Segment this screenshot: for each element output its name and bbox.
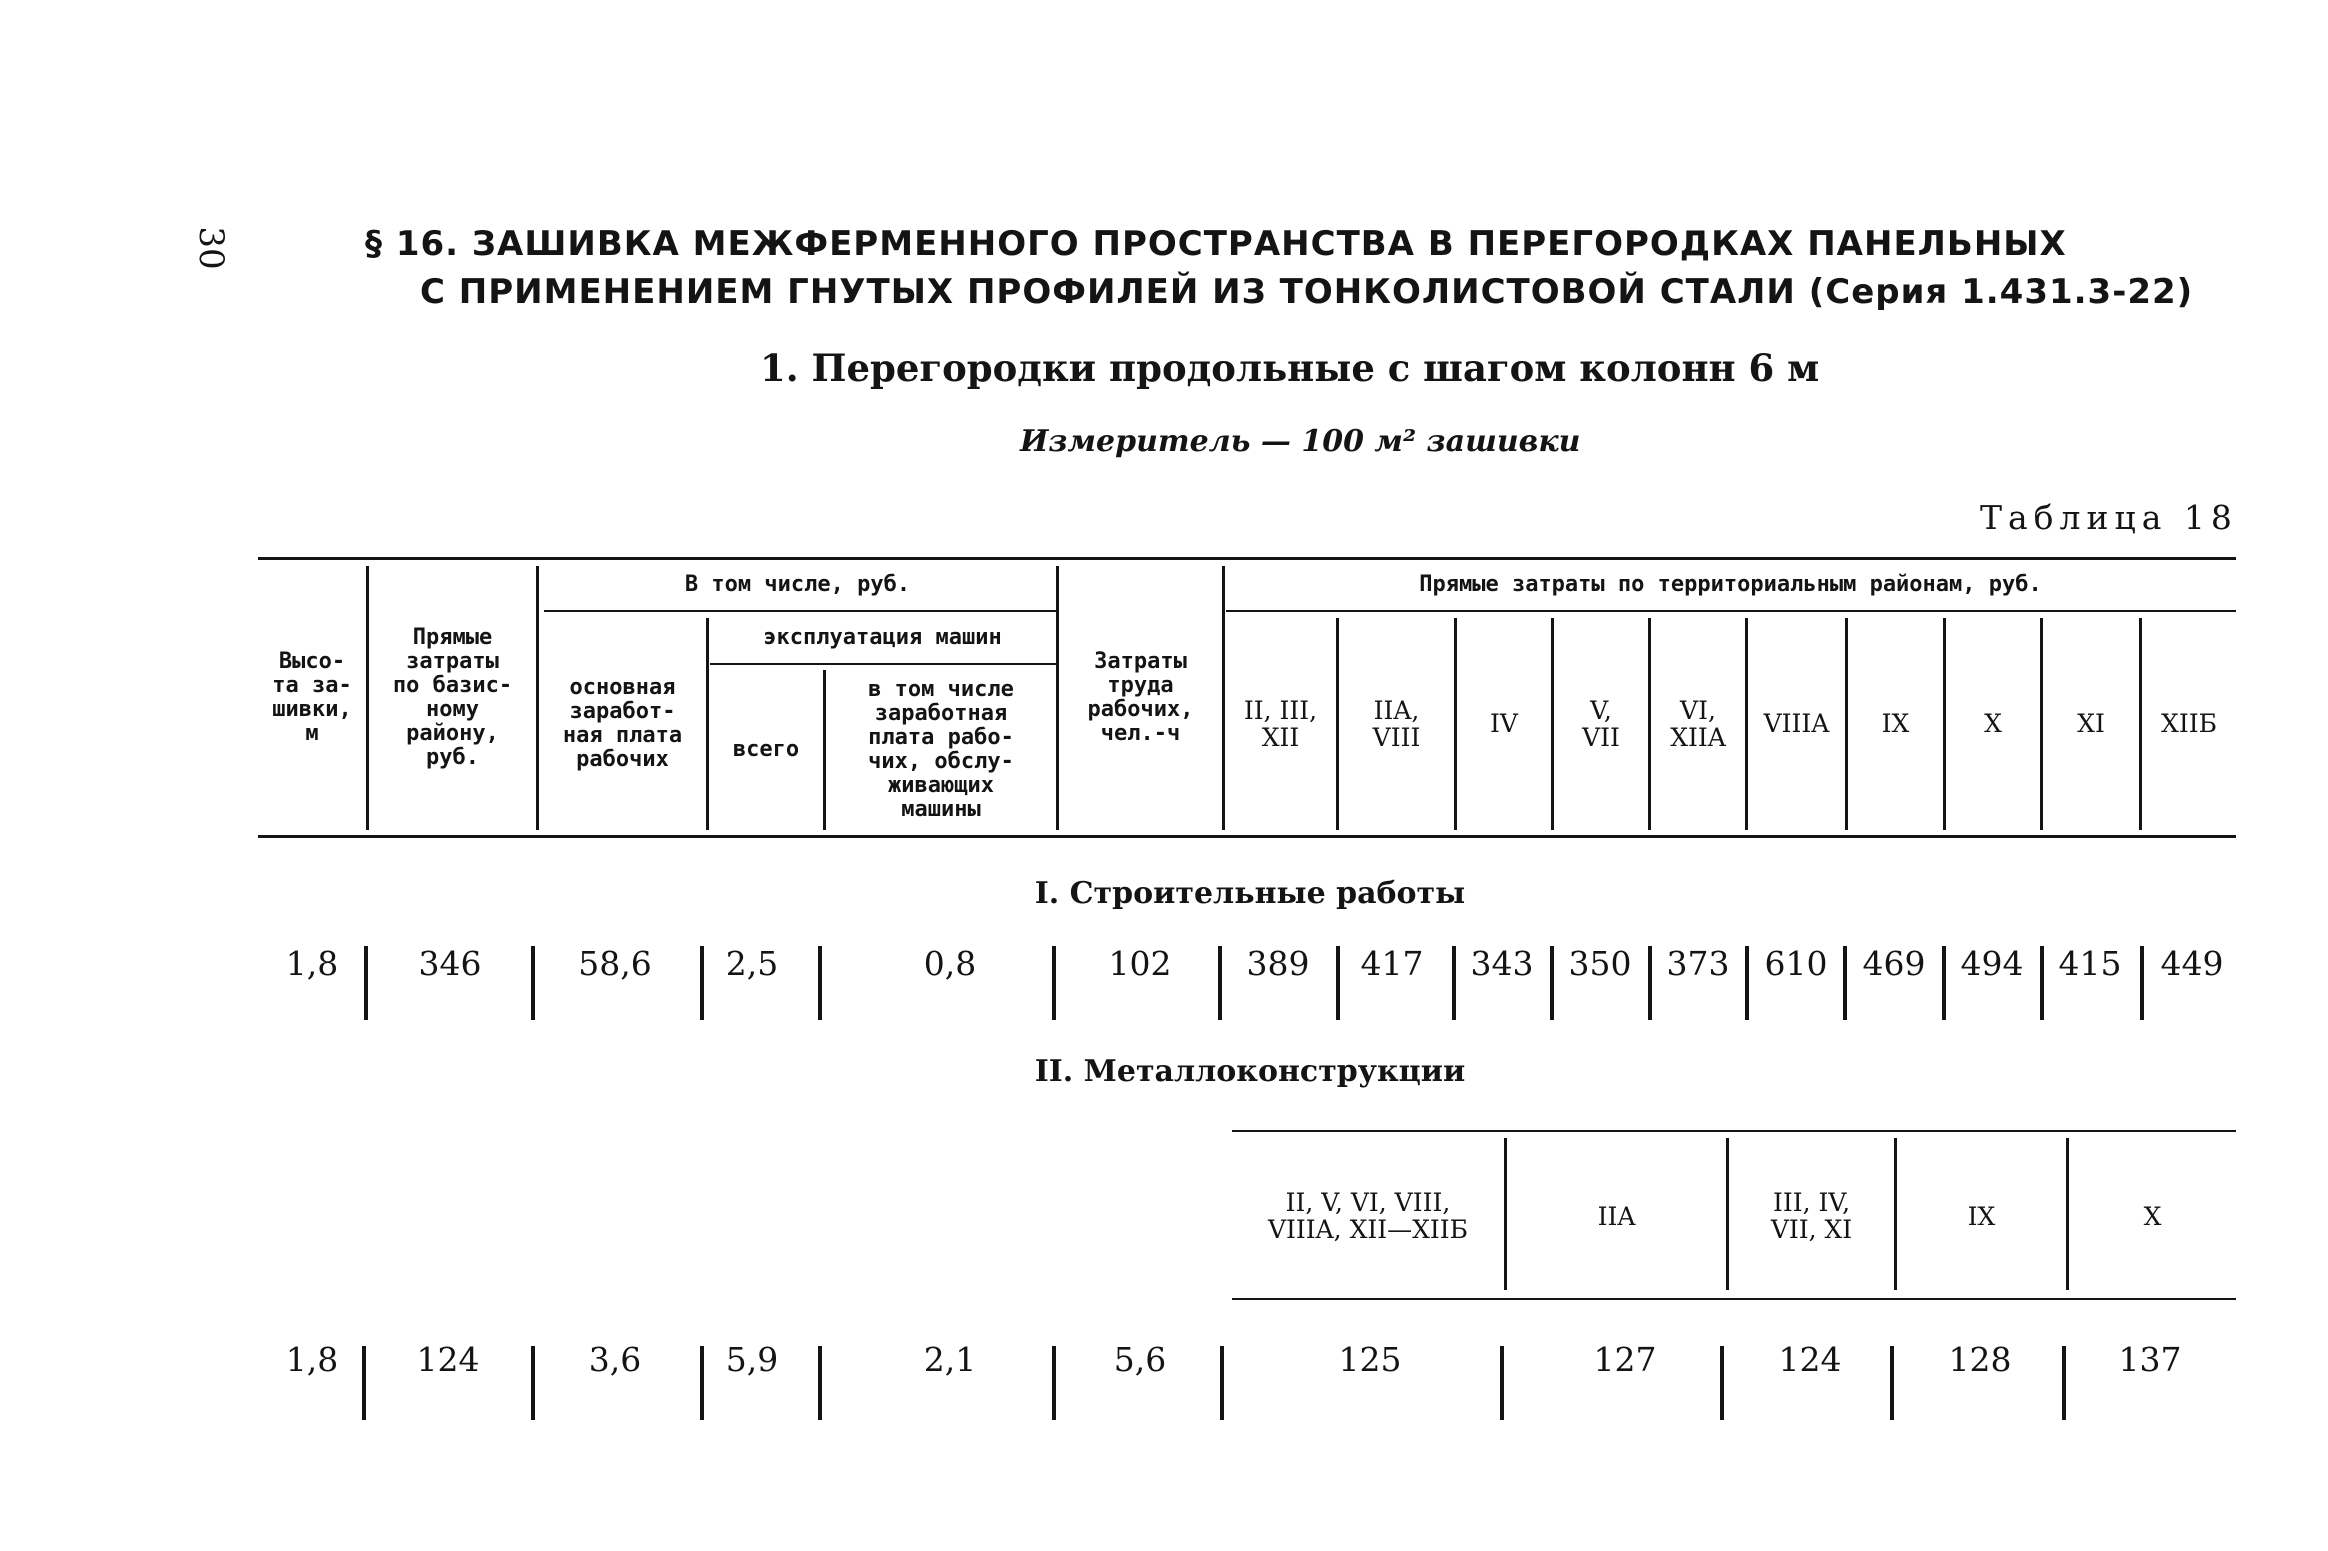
divider: [1843, 946, 1847, 1020]
section2-direct-base: 124: [416, 1340, 480, 1379]
divider: [364, 946, 368, 1020]
divider: [531, 1346, 535, 1420]
section2-machine-wage: 2,1: [923, 1340, 977, 1379]
section1-region-value: 494: [1960, 944, 2024, 983]
section2-region-value: 125: [1338, 1340, 1402, 1379]
section2-region-header-cell: IIA: [1597, 1201, 1636, 1231]
col-header-machine-wage: в том числе заработная плата рабо- чих, обслу- живающих машины: [868, 677, 1014, 822]
col-header-machine-total: всего: [732, 737, 800, 762]
region-header: XI: [2077, 709, 2105, 738]
region-header: VIIIA: [1763, 709, 1830, 738]
divider: [1052, 946, 1056, 1020]
col-header-direct-base: Прямые затраты по базис- ному району, руб.: [392, 624, 513, 770]
region-header: II, III, XII: [1243, 695, 1318, 752]
section1-region-value: 417: [1360, 944, 1424, 983]
section2-region-header-cell: X: [2143, 1201, 2162, 1231]
region-header: V, VII: [1582, 695, 1620, 752]
region-header: XIIБ: [2161, 709, 2217, 738]
divider: [1052, 1346, 1056, 1420]
section2-region-value: 127: [1593, 1340, 1657, 1379]
section-heading-line1: § 16. ЗАШИВКА МЕЖФЕРМЕННОГО ПРОСТРАНСТВА В ПЕРЕГОРОДКАХ ПАНЕЛЬНЫХ: [365, 224, 2067, 264]
section2-region-header-cell: IX: [1967, 1201, 1996, 1231]
section-heading-line2: С ПРИМЕНЕНИЕМ ГНУТЫХ ПРОФИЛЕЙ ИЗ ТОНКОЛИСТОВОЙ СТАЛИ (Серия 1.431.3-22): [420, 272, 2194, 312]
divider: [700, 946, 704, 1020]
region-header: IIA, VIII: [1372, 695, 1421, 752]
divider: [1745, 946, 1749, 1020]
divider: [2062, 1346, 2066, 1420]
section1-region-value: 373: [1666, 944, 1730, 983]
section2-region-value: 137: [2118, 1340, 2182, 1379]
divider: [1500, 1346, 1504, 1420]
section2-region-value: 128: [1948, 1340, 2012, 1379]
divider: [1336, 946, 1340, 1020]
subheading: 1. Перегородки продольные с шагом колонн 6 м: [760, 346, 1820, 390]
section2-region-header-cell: II, V, VI, VIII, VIIIA, XII—XIIБ: [1267, 1188, 1469, 1244]
region-header: VI, XIIA: [1670, 695, 1726, 752]
divider: [700, 1346, 704, 1420]
divider: [531, 946, 535, 1020]
divider: [2140, 946, 2144, 1020]
divider: [362, 1346, 366, 1420]
section2-bottom-rule: [1232, 1298, 2236, 1300]
section2-region-value: 124: [1778, 1340, 1842, 1379]
divider: [1720, 1346, 1724, 1420]
region-header: IX: [1881, 709, 1910, 738]
section1-region-value: 415: [2058, 944, 2122, 983]
table-bottom-rule: [258, 835, 2236, 838]
section1-region-value: 389: [1246, 944, 1310, 983]
section1-direct-base: 346: [418, 944, 482, 983]
section2-top-rule: [1232, 1130, 2236, 1132]
section2-title: II. Металлоконструкции: [1034, 1054, 1466, 1089]
page-number: 30: [191, 226, 231, 270]
divider: [818, 946, 822, 1020]
divider: [1220, 1346, 1224, 1420]
section1-region-value: 449: [2160, 944, 2224, 983]
section1-region-value: 610: [1764, 944, 1828, 983]
col-header-base-wage: основная заработ- ная плата рабочих: [562, 674, 683, 772]
section2-region-header-cell: III, IV, VII, XI: [1770, 1188, 1853, 1244]
section1-region-value: 469: [1862, 944, 1926, 983]
table-label: Таблица 18: [1980, 498, 2238, 537]
section1-region-value: 343: [1470, 944, 1534, 983]
col-header-height: Высо- та за- шивки, м: [272, 648, 352, 746]
section1-height: 1,8: [285, 944, 339, 983]
section2-machine-total: 5,9: [725, 1340, 779, 1379]
section2-labor: 5,6: [1113, 1340, 1167, 1379]
group-header-machine: эксплуатация машин: [763, 624, 1002, 650]
divider: [1218, 946, 1222, 1020]
measure-unit: Измеритель — 100 м² зашивки: [1020, 424, 1581, 459]
divider: [1890, 1346, 1894, 1420]
section1-base-wage: 58,6: [578, 944, 652, 983]
region-header: IV: [1490, 709, 1518, 738]
section1-machine-total: 2,5: [725, 944, 779, 983]
section1-labor: 102: [1108, 944, 1172, 983]
section2-height: 1,8: [285, 1340, 339, 1379]
group-header-regions: Прямые затраты по территориальным районам, руб.: [1419, 572, 2042, 597]
col-header-labor: Затраты труда рабочих, чел.-ч: [1087, 648, 1194, 746]
divider: [818, 1346, 822, 1420]
section1-title: I. Строительные работы: [1034, 876, 1466, 911]
region-header: X: [1984, 709, 2002, 738]
section1-region-value: 350: [1568, 944, 1632, 983]
group-header-including: В том числе, руб.: [684, 572, 911, 597]
section1-machine-wage: 0,8: [923, 944, 977, 983]
section2-base-wage: 3,6: [588, 1340, 642, 1379]
